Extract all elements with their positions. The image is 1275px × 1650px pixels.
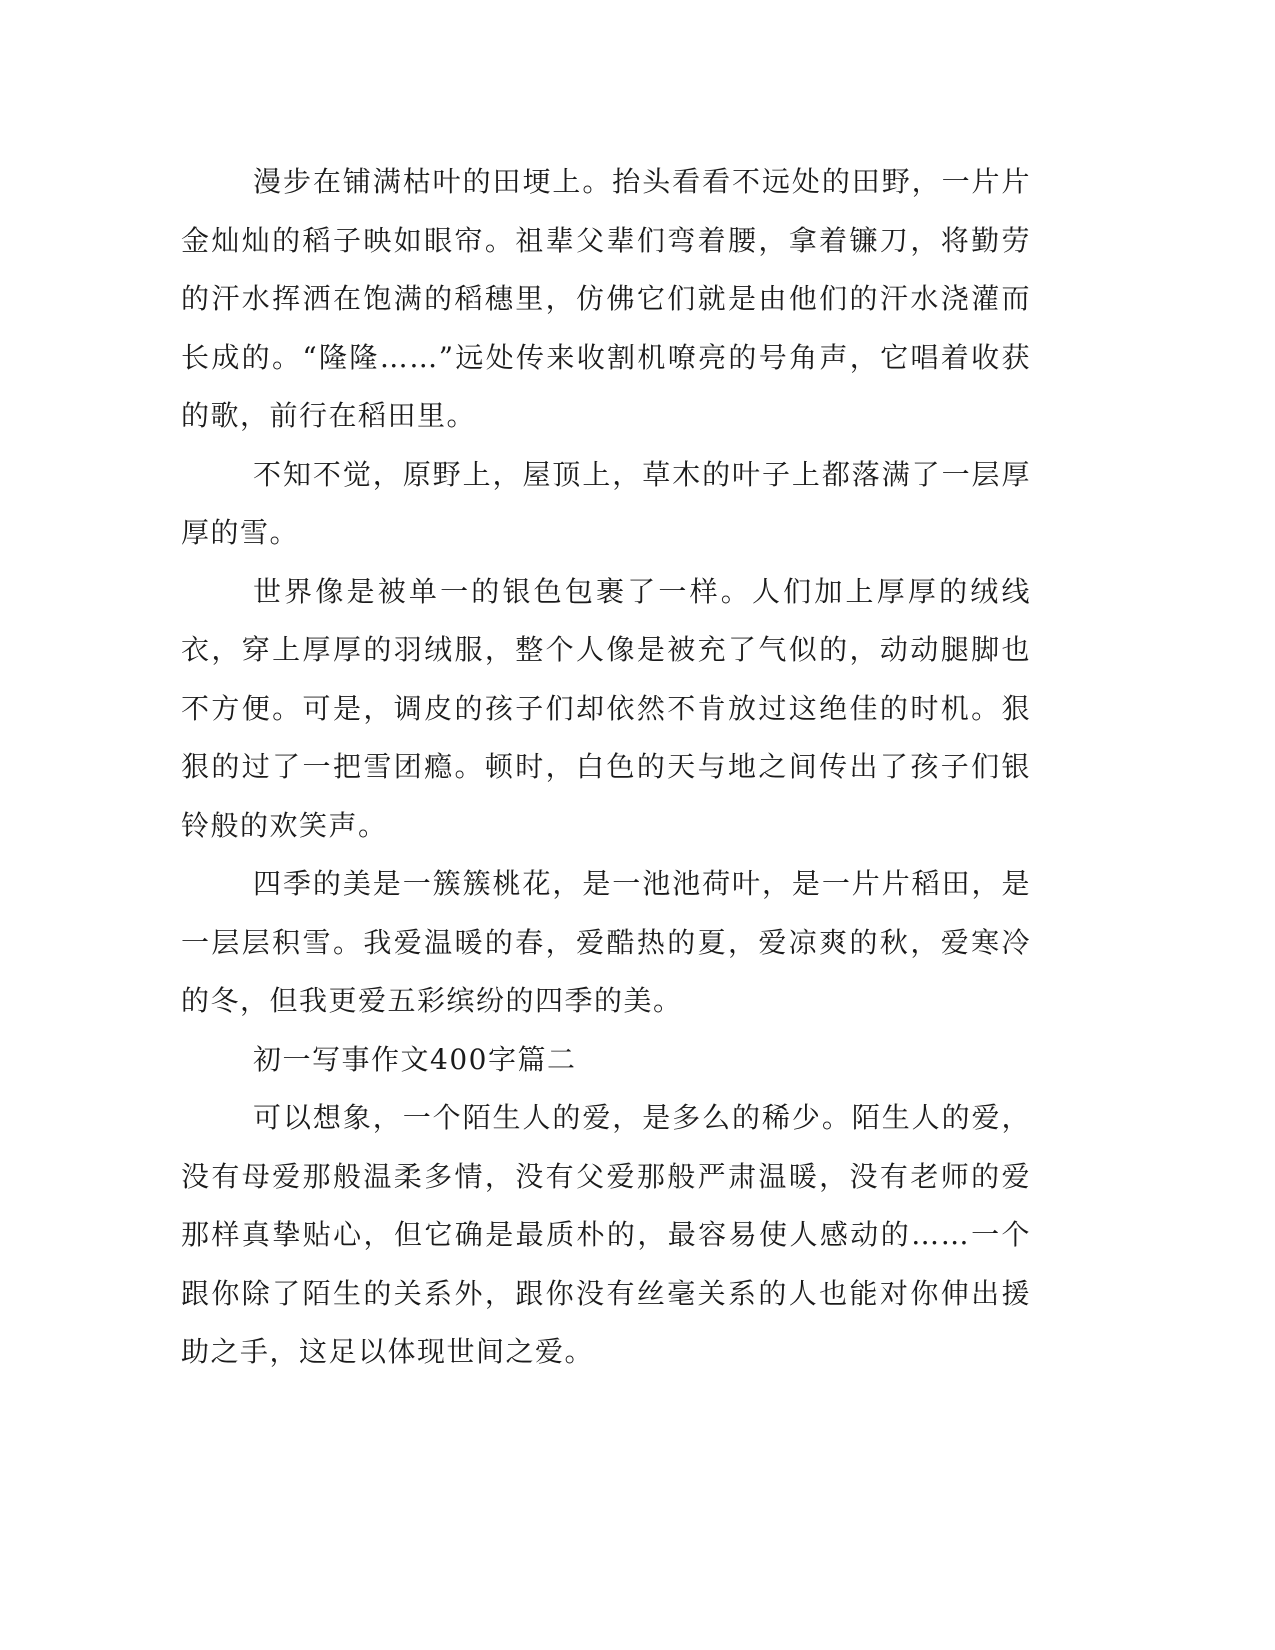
paragraph-winter-world: 世界像是被单一的银色包裹了一样。人们加上厚厚的绒线衣，穿上厚厚的羽绒服，整个人像是被充了气似的，动动腿脚也不方便。可是，调皮的孩子们却依然不肯放过这绝佳的时机。狠狠的过了一把雪团瘾。顿时，白色的天与地之间传出了孩子们银铃般的欢笑声。 <box>181 574 1031 842</box>
paragraph-snowfall: 不知不觉，原野上，屋顶上，草木的叶子上都落满了一层厚厚的雪。 <box>181 457 1031 549</box>
paragraph-autumn-fields: 漫步在铺满枯叶的田埂上。抬头看看不远处的田野，一片片金灿灿的稻子映如眼帘。祖辈父辈们弯着腰，拿着镰刀，将勤劳的汗水挥洒在饱满的稻穗里，仿佛它们就是由他们的汗水浇灌而长成的。“隆隆……”远处传来收割机嘹亮的号角声，它唱着收获的歌，前行在稻田里。 <box>181 165 1031 432</box>
paragraph-stranger-love: 可以想象，一个陌生人的爱，是多么的稀少。陌生人的爱，没有母爱那般温柔多情，没有父爱那般严肃温暖，没有老师的爱那样真挚贴心，但它确是最质朴的，最容易使人感动的……一个跟你除了陌生的关系外，跟你没有丝毫关系的人也能对你伸出援助之手，这足以体现世间之爱。 <box>181 1101 1031 1368</box>
document-body <box>181 153 1031 1382</box>
paragraph-four-seasons: 四季的美是一簇簇桃花，是一池池荷叶，是一片片稻田，是一层层积雪。我爱温暖的春，爱酷热的夏，爱凉爽的秋，爱寒冷的冬，但我更爱五彩缤纷的四季的美。 <box>181 867 1031 1017</box>
section-heading: 初一写事作文400字篇二 <box>253 1042 577 1076</box>
